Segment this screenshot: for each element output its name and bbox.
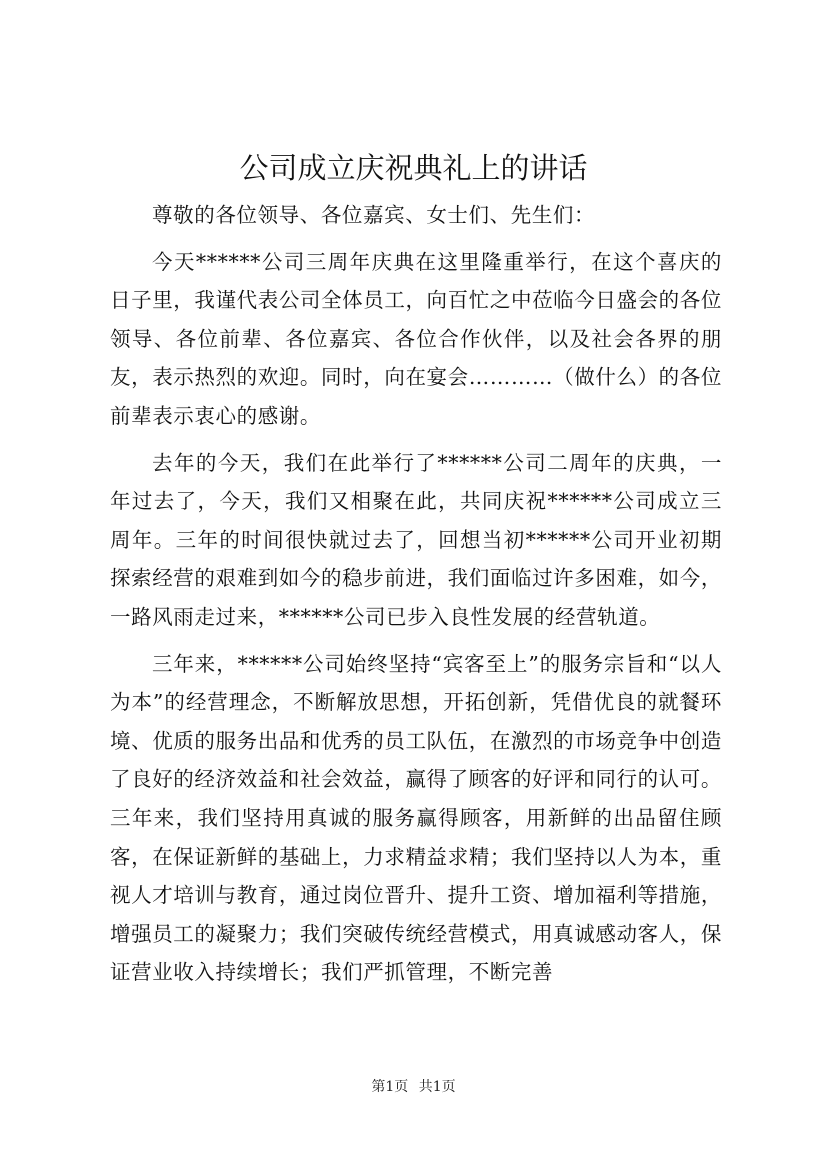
page-number: 第1页	[371, 1079, 409, 1095]
page-footer	[0, 1077, 827, 1097]
document-body	[110, 196, 722, 992]
achievements-paragraph: 三年来，******公司始终坚持“宾客至上”的服务宗旨和“以人为本”的经营理念，不断解放思想，开拓创新，凭借优良的就餐环境、优质的服务出品和优秀的员工队伍，在激烈的市场竞争中创造了良好的经济效益和社会效益，赢得了顾客的好评和同行的认可。三年来，我们坚持用真诚的服务赢得顾客，用新鲜的出品留住顾客，在保证新鲜的基础上，力求精益求精；我们坚持以人为本，重视人才培训与教育，通过岗位晋升、提升工资、增加福利等措施，增强员工的凝聚力；我们突破传统经营模式，用真诚感动客人，保证营业收入持续增长；我们严抓管理，不断完善	[110, 651, 722, 985]
page-total: 共1页	[418, 1079, 456, 1095]
document-title: 公司成立庆祝典礼上的讲话	[239, 151, 588, 185]
salutation-paragraph: 尊敬的各位领导、各位嘉宾、女士们、先生们：	[152, 203, 596, 227]
review-paragraph: 去年的今天，我们在此举行了******公司二周年的庆典，一年过去了，今天，我们又相聚在此，共同庆祝******公司成立三周年。三年的时间很快就过去了，回想当初******公司开业初期探索经营的艰难到如今的稳步前进，我们面临过许多困难，如今，一路风雨走过来，******公司已步入良性发展的经营轨道。	[110, 450, 722, 629]
opening-paragraph: 今天******公司三周年庆典在这里隆重举行，在这个喜庆的日子里，我谨代表公司全体员工，向百忙之中莅临今日盛会的各位领导、各位前辈、各位嘉宾、各位合作伙伴，以及社会各界的朋友，表示热烈的欢迎。同时，向在宴会…………（做什么）的各位前辈表示衷心的感谢。	[110, 249, 722, 428]
